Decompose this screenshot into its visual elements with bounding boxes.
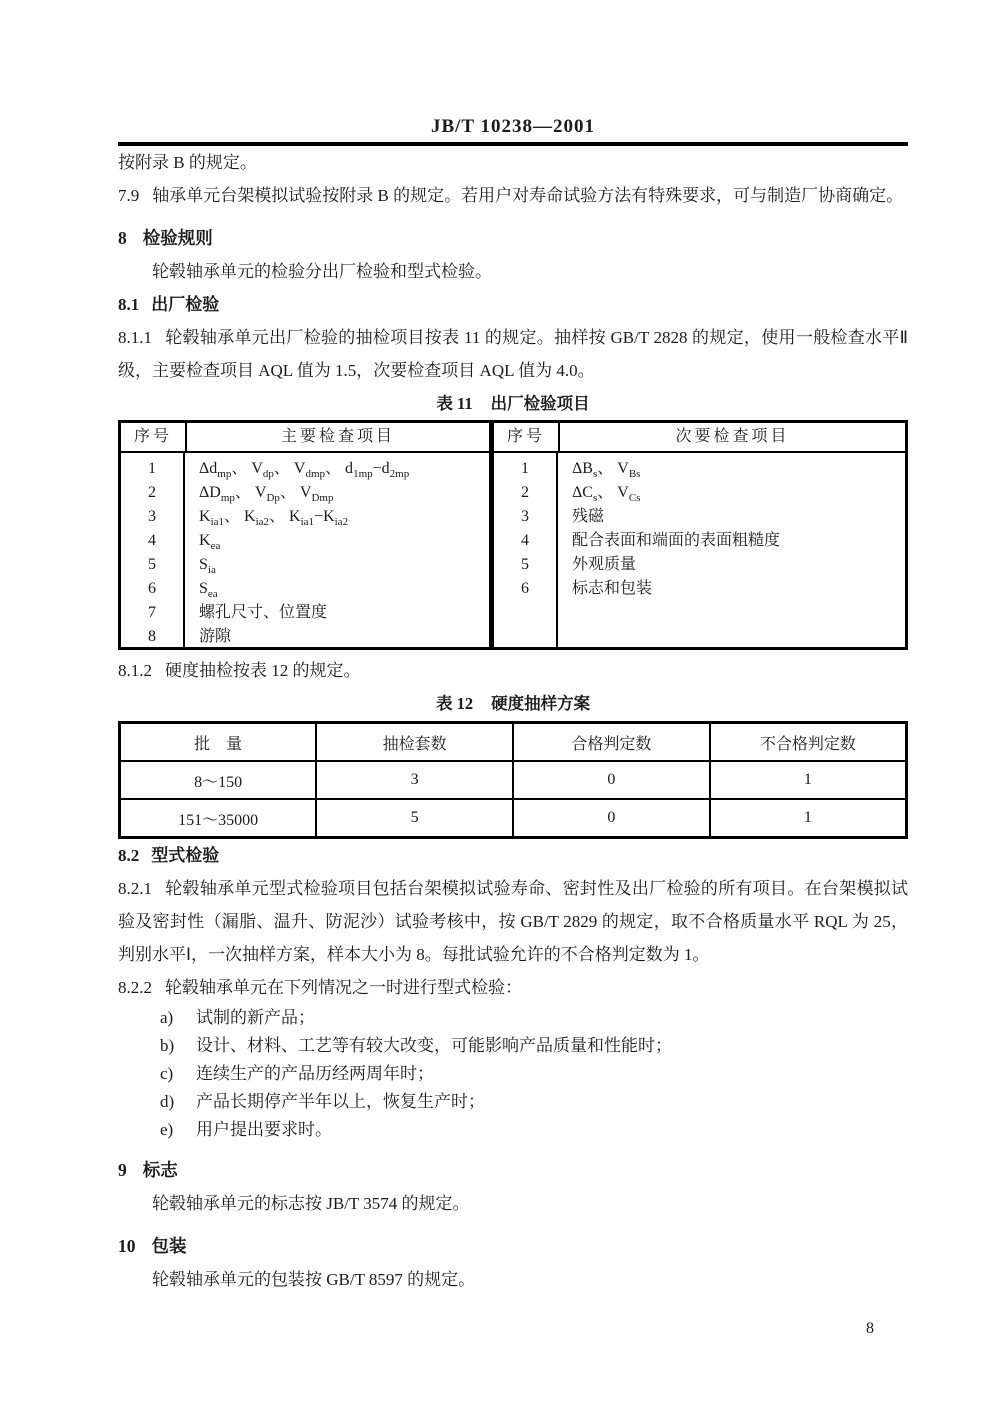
list-item [118,1060,908,1088]
serial-number: 8 [148,628,156,645]
table-cell: $\Delta C_s$、 $V_{Cs}$ [572,484,641,505]
table-body [121,453,489,647]
table-row [120,761,907,799]
list-marker: b) [160,1036,175,1055]
table-cell: 螺孔尺寸、位置度 [199,604,328,621]
table-header-cell: 合格判定数 [513,723,710,762]
serial-number: 6 [148,580,156,597]
serial-number: 3 [148,508,156,525]
list-item [118,1116,908,1144]
table-cell: 151～35000 [120,799,317,838]
continuation-paragraph: 按附录 B 的规定。 [118,153,257,172]
table-caption-number: 表 12 [435,694,474,713]
item-column [185,453,489,647]
table-cell: 游隙 [199,628,232,645]
clause-8-1-1 [118,321,908,387]
table-header-cell-minor: 次要检查项目 [675,428,790,445]
table-caption-number: 表 11 [436,394,473,413]
table-cell: 3 [316,761,513,799]
list-item-text: 用户提出要求时。 [196,1120,332,1139]
clause-text: 轮毂轴承单元型式检验项目包括台架模拟试验寿命、密封性及出厂检验的所有项目。在台架模拟试验及密封性（漏脂、温升、防泥沙）试验考核中，按 GB/T 2829 的规定，取不合格质量水平 RQL 为 25，判别水平Ⅰ，一次抽样方案，样本大小为 8。每批试验允许的不合格判定数为 1。 [118,879,908,964]
list-marker: a) [160,1008,174,1027]
section-number: 8.2 [118,846,140,865]
table-row [120,799,907,838]
serial-number: 5 [148,556,156,573]
list-marker: e) [160,1120,174,1139]
table-header-cell-serial: 序号 [494,423,560,451]
factory-inspection-table [118,420,908,650]
clause-number: 8.1.2 [118,661,152,680]
clause-text: 轮毂轴承单元出厂检验的抽检项目按表 11 的规定。抽样按 GB/T 2828 的规定，使用一般检查水平Ⅱ级，主要检查项目 AQL 值为 1.5，次要检查项目 AQL 值为 4.0。 [118,328,908,380]
item-column [558,453,905,647]
section-title: 型式检验 [151,846,220,865]
list-item [118,1088,908,1116]
section-8-intro: 轮毂轴承单元的检验分出厂检验和型式检验。 [152,262,492,281]
table-cell: $S_{ia}$ [199,556,216,577]
serial-number: 7 [148,604,156,621]
standard-code-header: JB/T 10238—2001 [430,116,596,137]
table-cell: $\Delta B_s$、 $V_{Bs}$ [572,460,641,481]
section-9-heading [118,1154,908,1187]
table-cell: 0 [513,799,710,838]
table-11-caption [118,389,908,419]
clause-number: 8.2.2 [118,978,152,997]
hardness-sampling-table [118,721,908,839]
table-12-caption [118,689,908,719]
table-body [494,453,905,647]
section-8-2-heading [118,839,908,872]
serial-number: 2 [148,484,156,501]
table-cell: 0 [513,761,710,799]
list-marker: c) [160,1064,174,1083]
serial-number: 4 [148,532,156,549]
clause-text: 轴承单元台架模拟试验按附录 B 的规定。若用户对寿命试验方法有特殊要求，可与制造厂协商确定。 [152,186,904,205]
clause-7-9 [118,179,908,212]
table-cell: 8～150 [120,761,317,799]
serial-number: 2 [521,484,529,501]
clause-8-2-1 [118,872,908,971]
minor-items-half [489,423,905,647]
clause-8-1-2 [118,654,908,687]
section-title: 出厂检验 [151,295,220,314]
serial-number: 5 [521,556,529,573]
clause-number: 7.9 [118,186,140,205]
table-cell: 配合表面和端面的表面粗糙度 [572,532,781,549]
section-title: 包装 [151,1236,187,1256]
table-caption-title: 出厂检验项目 [490,395,590,413]
table-caption-title: 硬度抽样方案 [491,695,591,713]
clause-text: 轮毂轴承单元在下列情况之一时进行型式检验： [165,978,522,997]
table-cell: 1 [710,799,907,838]
serial-number: 3 [521,508,529,525]
table-cell: 外观质量 [572,556,637,573]
section-10-text: 轮毂轴承单元的包装按 GB/T 8597 的规定。 [152,1270,476,1289]
list-item-text: 设计、材料、工艺等有较大改变，可能影响产品质量和性能时； [196,1036,672,1055]
page-number: 8 [866,1320,874,1337]
section-number: 10 [118,1236,136,1256]
list-item-text: 产品长期停产半年以上，恢复生产时； [196,1092,485,1111]
table-header-cell: 不合格判定数 [710,723,907,762]
serial-number-column [494,453,558,647]
table-cell: $K_{ia1}$、 $K_{ia2}$、 $K_{ia1}-K_{ia2}$ [199,508,349,529]
table-header-row [494,423,905,453]
table-header-cell: 批 量 [120,723,317,762]
table-cell: $\Delta D_{mp}$、 $V_{Dp}$、 $V_{Dmp}$ [199,484,334,505]
serial-number: 6 [521,580,529,597]
list-item [118,1004,908,1032]
list-item [118,1032,908,1060]
section-number: 8 [118,228,127,248]
section-8-1-heading [118,288,908,321]
list-item-text: 连续生产的产品历经两周年时； [196,1064,434,1083]
table-header-cell-serial: 序号 [121,423,187,451]
section-title: 检验规则 [142,228,213,248]
table-cell: $S_{ea}$ [199,580,218,601]
serial-number-column [121,453,185,647]
serial-number: 1 [148,460,156,477]
section-number: 8.1 [118,295,140,314]
table-cell: 残磁 [572,508,605,525]
table-header-row [120,723,907,762]
list-item-text: 试制的新产品； [196,1008,315,1027]
main-items-half [121,423,489,647]
clause-text: 硬度抽检按表 12 的规定。 [165,661,361,680]
table-cell: 标志和包装 [572,580,653,597]
serial-number: 1 [521,460,529,477]
section-8-heading [118,222,908,255]
page-content [118,112,908,1296]
table-cell: 1 [710,761,907,799]
clause-number: 8.2.1 [118,879,152,898]
clause-8-2-2 [118,971,908,1004]
clause-number: 8.1.1 [118,328,152,347]
list-marker: d) [160,1092,175,1111]
section-9-text: 轮毂轴承单元的标志按 JB/T 3574 的规定。 [152,1194,470,1213]
table-header-cell: 抽检套数 [316,723,513,762]
table-cell: $K_{ea}$ [199,532,221,553]
table-cell: $\Delta d_{mp}$、 $V_{dp}$、 $V_{dmp}$、 $d_{1mp}-d_{2mp}$ [199,460,410,481]
table-header-cell-main: 主要检查项目 [280,428,395,445]
serial-number: 4 [521,532,529,549]
table-header-row [121,423,489,453]
section-number: 9 [118,1160,127,1180]
table-cell: 5 [316,799,513,838]
section-10-heading [118,1230,908,1263]
section-title: 标志 [142,1160,178,1180]
